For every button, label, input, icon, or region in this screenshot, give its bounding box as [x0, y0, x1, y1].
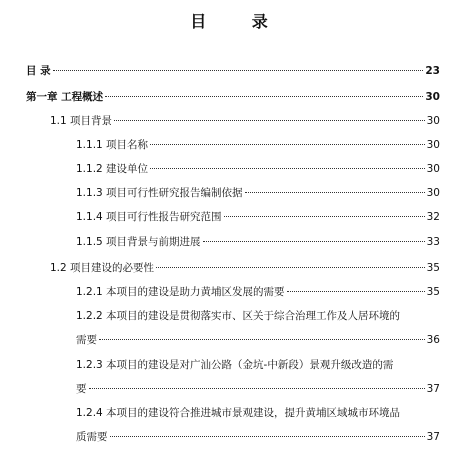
toc-entry-contents[interactable]	[26, 64, 440, 78]
toc-entry-1-2-1[interactable]	[76, 285, 440, 299]
toc-entry-1-2-2[interactable]	[76, 333, 440, 347]
toc-title: 目 录	[190, 12, 288, 31]
toc-entry-chapter-1[interactable]	[26, 90, 440, 104]
toc-leader-dots	[114, 120, 425, 121]
toc-entry-1-1-1[interactable]	[76, 138, 440, 152]
toc-entry-1-1[interactable]	[50, 114, 440, 128]
toc-entry-label: 要	[76, 383, 87, 395]
toc-entry-1-2-4[interactable]	[76, 430, 440, 444]
toc-leader-dots	[53, 70, 424, 71]
toc-entry-label: 1.2.1 本项目的建设是助力黄埔区发展的需要	[76, 286, 285, 298]
toc-entry-1-2-3[interactable]	[76, 382, 440, 396]
toc-leader-dots	[224, 216, 425, 217]
toc-leader-dots	[150, 144, 425, 145]
toc-page-number: 30	[426, 115, 440, 127]
toc-entry-label: 1.1.2 建设单位	[76, 163, 149, 175]
toc-leader-dots	[156, 267, 425, 268]
toc-entry-1-2[interactable]	[50, 261, 440, 275]
toc-page-number: 33	[426, 236, 440, 248]
toc-leader-dots	[105, 96, 423, 97]
toc-leader-dots	[203, 241, 425, 242]
toc-entry-label: 需要	[76, 334, 97, 346]
toc-page-number: 30	[426, 187, 440, 199]
toc-leader-dots	[287, 291, 425, 292]
toc-entry-label: 第一章 工程概述	[26, 91, 104, 103]
toc-page-number: 30	[426, 163, 440, 175]
toc-entry-label: 1.1.4 项目可行性报告研究范围	[76, 211, 222, 223]
toc-page-number: 37	[426, 383, 440, 395]
toc-page-number: 35	[426, 286, 440, 298]
toc-leader-dots	[245, 192, 425, 193]
toc-entry-label: 1.2 项目建设的必要性	[50, 262, 155, 274]
toc-page-number: 30	[426, 139, 440, 151]
toc-entry-1-1-5[interactable]	[76, 235, 440, 249]
toc-entry-1-1-2[interactable]	[76, 162, 440, 176]
toc-entry-label: 1.1.5 项目背景与前期进展	[76, 236, 201, 248]
toc-page-number: 30	[425, 91, 440, 103]
toc-entry-label: 质需要	[76, 431, 108, 443]
toc-entry-1-2-4-line1[interactable]: 1.2.4 本项目的建设符合推进城市景观建设，提升黄埔区域城市环境品	[76, 407, 401, 419]
toc-leader-dots	[150, 168, 425, 169]
toc-entry-label: 1.1.1 项目名称	[76, 139, 149, 151]
toc-entry-label: 目 录	[26, 65, 51, 77]
toc-entry-label: 1.1 项目背景	[50, 115, 113, 127]
toc-leader-dots	[89, 388, 425, 389]
toc-page-number: 35	[426, 262, 440, 274]
toc-page-number: 37	[426, 431, 440, 443]
toc-page-number: 32	[426, 211, 440, 223]
toc-leader-dots	[99, 339, 425, 340]
toc-page-number: 23	[425, 65, 440, 77]
toc-page-number: 36	[426, 334, 440, 346]
toc-entry-1-2-2-line1[interactable]: 1.2.2 本项目的建设是贯彻落实市、区关于综合治理工作及人居环境的	[76, 310, 401, 322]
toc-entry-1-1-3[interactable]	[76, 186, 440, 200]
toc-leader-dots	[110, 436, 425, 437]
toc-entry-label: 1.1.3 项目可行性研究报告编制依据	[76, 187, 243, 199]
toc-entry-1-2-3-line1[interactable]: 1.2.3 本项目的建设是对广汕公路（金坑-中新段）景观升级改造的需	[76, 359, 394, 371]
toc-entry-1-1-4[interactable]	[76, 210, 440, 224]
